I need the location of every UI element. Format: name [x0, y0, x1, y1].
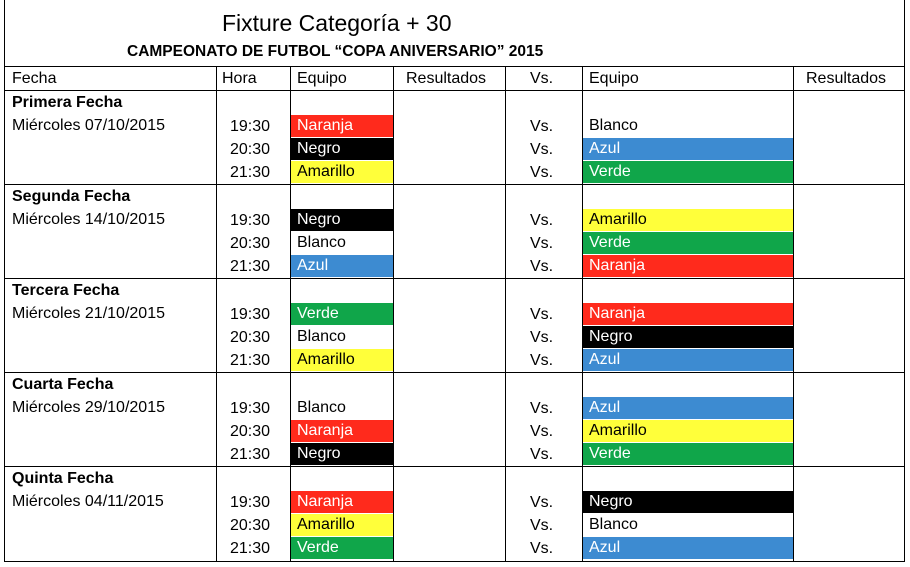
match-vs: Vs. [530, 164, 554, 181]
match-vs: Vs. [530, 258, 554, 275]
match-hora: 20:30 [230, 141, 271, 158]
match-vs: Vs. [530, 446, 554, 463]
header-hora: Hora [222, 70, 257, 87]
team-local: Azul [291, 255, 393, 277]
team-local: Verde [291, 537, 393, 559]
column-divider [216, 66, 217, 562]
team-local: Negro [291, 209, 393, 231]
team-visitante: Verde [583, 161, 793, 183]
header-vs: Vs. [530, 70, 554, 87]
fecha-separator [4, 184, 905, 185]
team-visitante: Naranja [583, 303, 793, 325]
team-local: Negro [291, 138, 393, 160]
fecha-separator [4, 466, 905, 467]
team-local: Amarillo [291, 161, 393, 183]
match-hora: 19:30 [230, 118, 271, 135]
match-vs: Vs. [530, 212, 554, 229]
match-hora: 19:30 [230, 494, 271, 511]
team-local: Blanco [291, 326, 393, 348]
fecha-name: Cuarta Fecha [12, 376, 114, 393]
header-equipo-visitante: Equipo [589, 70, 639, 87]
team-local: Naranja [291, 420, 393, 442]
team-local: Amarillo [291, 349, 393, 371]
team-visitante: Verde [583, 443, 793, 465]
team-visitante: Azul [583, 537, 793, 559]
match-hora: 19:30 [230, 212, 271, 229]
team-visitante: Blanco [583, 514, 793, 536]
fecha-date: Miércoles 29/10/2015 [12, 399, 165, 416]
fecha-date: Miércoles 04/11/2015 [12, 493, 164, 510]
match-hora: 21:30 [230, 164, 271, 181]
header-resultados-visitante: Resultados [806, 70, 887, 87]
header-equipo-local: Equipo [297, 70, 347, 87]
match-hora: 20:30 [230, 235, 271, 252]
match-hora: 21:30 [230, 352, 271, 369]
header-top-border [4, 66, 905, 67]
team-local: Naranja [291, 115, 393, 137]
team-visitante: Azul [583, 349, 793, 371]
column-divider [505, 66, 506, 562]
fecha-date: Miércoles 21/10/2015 [12, 305, 165, 322]
header-fecha: Fecha [12, 70, 57, 87]
team-visitante: Verde [583, 232, 793, 254]
team-local: Blanco [291, 232, 393, 254]
match-vs: Vs. [530, 352, 554, 369]
fecha-separator [4, 372, 905, 373]
match-hora: 20:30 [230, 423, 271, 440]
match-vs: Vs. [530, 540, 554, 557]
team-visitante: Negro [583, 326, 793, 348]
team-visitante: Blanco [583, 115, 793, 137]
team-local: Amarillo [291, 514, 393, 536]
match-vs: Vs. [530, 494, 554, 511]
fecha-name: Segunda Fecha [12, 188, 131, 205]
match-hora: 19:30 [230, 400, 271, 417]
team-local: Naranja [291, 491, 393, 513]
match-vs: Vs. [530, 423, 554, 440]
match-vs: Vs. [530, 118, 554, 135]
match-vs: Vs. [530, 235, 554, 252]
column-divider [793, 66, 794, 562]
team-local: Verde [291, 303, 393, 325]
fecha-name: Tercera Fecha [12, 282, 120, 299]
fecha-date: Miércoles 07/10/2015 [12, 117, 165, 134]
match-vs: Vs. [530, 141, 554, 158]
team-visitante: Naranja [583, 255, 793, 277]
match-hora: 21:30 [230, 258, 271, 275]
fecha-name: Primera Fecha [12, 94, 123, 111]
fecha-separator [4, 278, 905, 279]
team-visitante: Azul [583, 138, 793, 160]
match-vs: Vs. [530, 400, 554, 417]
fecha-name: Quinta Fecha [12, 470, 114, 487]
team-visitante: Negro [583, 491, 793, 513]
match-vs: Vs. [530, 329, 554, 346]
match-vs: Vs. [530, 306, 554, 323]
match-hora: 20:30 [230, 329, 271, 346]
team-visitante: Amarillo [583, 209, 793, 231]
column-divider [393, 66, 394, 562]
match-hora: 21:30 [230, 446, 271, 463]
fixture-title: Fixture Categoría + 30 [222, 10, 452, 36]
fecha-date: Miércoles 14/10/2015 [12, 211, 165, 228]
header-resultados-local: Resultados [406, 70, 487, 87]
match-vs: Vs. [530, 517, 554, 534]
team-local: Negro [291, 443, 393, 465]
header-bottom-border [4, 90, 905, 91]
match-hora: 20:30 [230, 517, 271, 534]
team-local: Blanco [291, 397, 393, 419]
championship-subtitle: CAMPEONATO DE FUTBOL “COPA ANIVERSARIO” 2015 [127, 43, 544, 60]
team-visitante: Azul [583, 397, 793, 419]
match-hora: 21:30 [230, 540, 271, 557]
team-visitante: Amarillo [583, 420, 793, 442]
match-hora: 19:30 [230, 306, 271, 323]
